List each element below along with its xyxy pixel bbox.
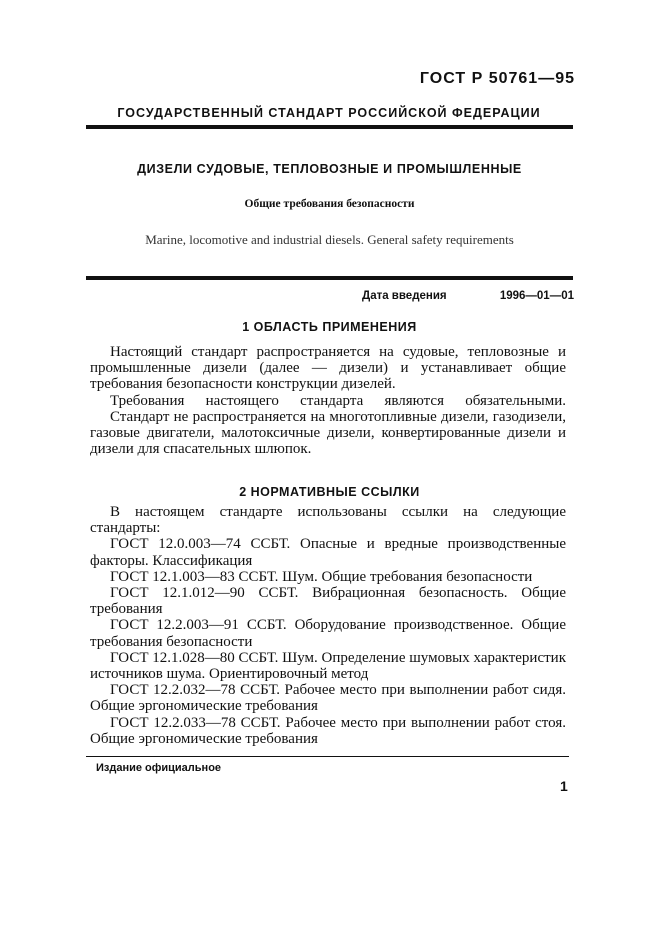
standard-title: ДИЗЕЛИ СУДОВЫЕ, ТЕПЛОВОЗНЫЕ И ПРОМЫШЛЕННЫЕ [137, 162, 522, 176]
edition-label: Издание официальное [96, 762, 222, 774]
footer-divider [86, 756, 569, 757]
introduction-date-value: 1996—01—01 [499, 290, 574, 302]
section-2-intro: В настоящем стандарте использованы ссылки на следующие стандарты: [90, 504, 566, 537]
section-1-paragraph: Требования настоящего стандарта являются обязательными. [110, 392, 566, 409]
top-divider [86, 125, 573, 129]
section-2-body [90, 504, 566, 747]
organization-title: ГОСУДАРСТВЕННЫЙ СТАНДАРТ РОССИЙСКОЙ ФЕДЕРАЦИИ [117, 106, 541, 120]
reference-item: ГОСТ 12.2.032—78 ССБТ. Рабочее место при выполнении работ сидя. Общие эргономические требования [90, 682, 566, 715]
english-title: Marine, locomotive and industrial diesels. General safety requirements [145, 232, 514, 247]
reference-item: ГОСТ 12.2.003—91 ССБТ. Оборудование производственное. Общие требования безопасности [90, 617, 566, 650]
section-1-paragraph: Стандарт не распространяется на многотопливные дизели, газодизели, газовые двигатели, малотоксичные дизели, конвертированные дизели и дизели для спасательных шлюпок. [90, 408, 566, 458]
section-2-heading: 2 НОРМАТИВНЫЕ ССЫЛКИ [239, 485, 420, 499]
reference-item: ГОСТ 12.1.012—90 ССБТ. Вибрационная безопасность. Общие требования [90, 585, 566, 618]
section-1-body [90, 344, 566, 457]
section-1-heading: 1 ОБЛАСТЬ ПРИМЕНЕНИЯ [242, 320, 417, 334]
section-1-paragraph: Настоящий стандарт распространяется на судовые, тепловозные и промышленные дизели (далее — дизели) и устанавливает общие требования безопасности конструкции дизелей. [90, 344, 566, 393]
page-number: 1 [560, 778, 568, 794]
document-number: ГОСТ Р 50761—95 [419, 70, 575, 87]
introduction-date [362, 290, 574, 302]
introduction-date-label: Дата введения [362, 290, 447, 302]
reference-item: ГОСТ 12.1.003—83 ССБТ. Шум. Общие требования безопасности [110, 568, 533, 585]
reference-item: ГОСТ 12.1.028—80 ССБТ. Шум. Определение шумовых характеристик источников шума. Ориентировочный метод [90, 649, 566, 683]
title-divider [86, 276, 573, 280]
standard-subtitle: Общие требования безопасности [244, 198, 415, 210]
reference-item: ГОСТ 12.2.033—78 ССБТ. Рабочее место при выполнении работ стоя. Общие эргономические требования [90, 714, 566, 747]
reference-item: ГОСТ 12.0.003—74 ССБТ. Опасные и вредные производственные факторы. Классификация [90, 536, 566, 569]
